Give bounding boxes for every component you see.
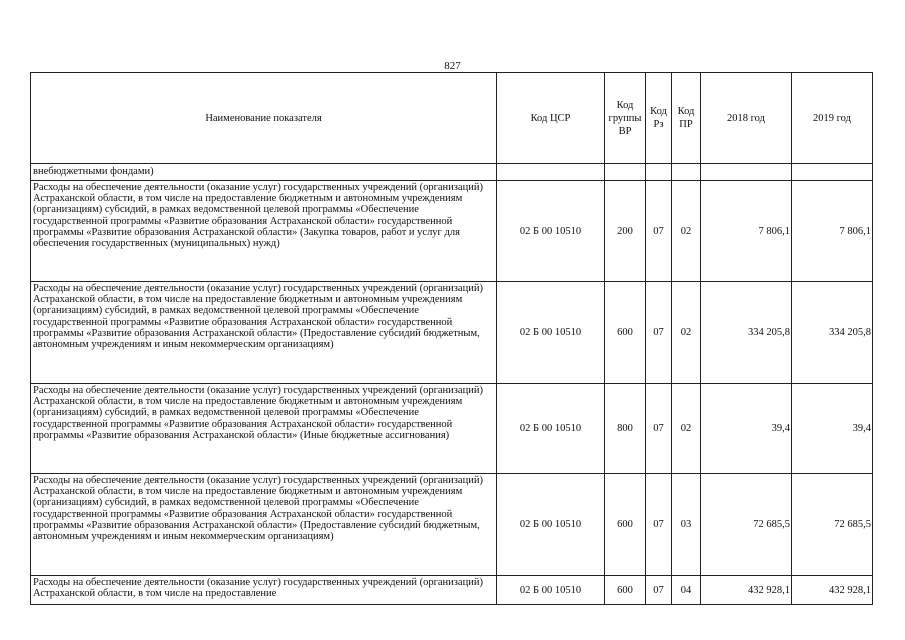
header-pr: Код ПР	[672, 73, 701, 164]
row-rz: 07	[646, 474, 672, 576]
table-row	[31, 474, 873, 576]
header-2018: 2018 год	[701, 73, 792, 164]
row-2019: 39,4	[792, 384, 873, 474]
header-vr: Код группы ВР	[605, 73, 646, 164]
row-vr: 600	[605, 282, 646, 384]
row-2018	[701, 164, 792, 181]
row-csr	[497, 164, 605, 181]
row-name: Расходы на обеспечение деятельности (оказание услуг) государственных учреждений (организаций) Астраханской области, в том числе на предоставление бюджетным и автономным учреждениям (организациям) субсидий, в рамках ведомственной целевой программы «Обеспечение государственной программы «Развитие образования Астраханской области» государственной программы «Развитие образования Астраханской области» (Закупка товаров, работ и услуг для обеспечения государственных (муниципальных) нужд)	[31, 181, 497, 282]
row-vr	[605, 164, 646, 181]
row-pr: 02	[672, 384, 701, 474]
page-number: 827	[444, 60, 461, 72]
row-2018: 432 928,1	[701, 576, 792, 605]
row-csr: 02 Б 00 10510	[497, 474, 605, 576]
header-csr: Код ЦСР	[497, 73, 605, 164]
header-rz: Код Рз	[646, 73, 672, 164]
row-2019: 72 685,5	[792, 474, 873, 576]
table-row	[31, 282, 873, 384]
row-pr: 02	[672, 181, 701, 282]
table-header-row	[31, 73, 873, 164]
row-name: Расходы на обеспечение деятельности (оказание услуг) государственных учреждений (организаций) Астраханской области, в том числе на предоставление бюджетным и автономным учреждениям (организациям) субсидий, в рамках ведомственной целевой программы «Обеспечение государственной программы «Развитие образования Астраханской области» государственной программы «Развитие образования Астраханской области» (Иные бюджетные ассигнования)	[31, 384, 497, 474]
header-name: Наименование показателя	[31, 73, 497, 164]
row-pr: 04	[672, 576, 701, 605]
table-row	[31, 576, 873, 605]
row-pr: 03	[672, 474, 701, 576]
table-row	[31, 181, 873, 282]
row-csr: 02 Б 00 10510	[497, 282, 605, 384]
row-csr: 02 Б 00 10510	[497, 576, 605, 605]
row-vr: 600	[605, 474, 646, 576]
row-name: Расходы на обеспечение деятельности (оказание услуг) государственных учреждений (организаций) Астраханской области, в том числе на предоставление бюджетным и автономным учреждениям (организациям) субсидий, в рамках ведомственной целевой программы «Обеспечение государственной программы «Развитие образования Астраханской области» государственной программы «Развитие образования Астраханской области» (Предоставление субсидий бюджетным, автономным учреждениям и иным некоммерческим организациям)	[31, 282, 497, 384]
row-rz	[646, 164, 672, 181]
row-2018: 7 806,1	[701, 181, 792, 282]
row-2019: 334 205,8	[792, 282, 873, 384]
row-2019	[792, 164, 873, 181]
row-vr: 600	[605, 576, 646, 605]
budget-table	[30, 72, 873, 605]
row-rz: 07	[646, 282, 672, 384]
row-name: Расходы на обеспечение деятельности (оказание услуг) государственных учреждений (организаций) Астраханской области, в том числе на предоставление	[31, 576, 497, 605]
row-rz: 07	[646, 576, 672, 605]
header-2019: 2019 год	[792, 73, 873, 164]
row-pr: 02	[672, 282, 701, 384]
row-rz: 07	[646, 384, 672, 474]
row-name: Расходы на обеспечение деятельности (оказание услуг) государственных учреждений (организаций) Астраханской области, в том числе на предоставление бюджетным и автономным учреждениям (организациям) субсидий, в рамках ведомственной целевой программы «Обеспечение государственной программы «Развитие образования Астраханской области» государственной программы «Развитие образования Астраханской области» (Предоставление субсидий бюджетным, автономным учреждениям и иным некоммерческим организациям)	[31, 474, 497, 576]
row-rz: 07	[646, 181, 672, 282]
row-csr: 02 Б 00 10510	[497, 384, 605, 474]
row-vr: 200	[605, 181, 646, 282]
table-row	[31, 384, 873, 474]
row-csr: 02 Б 00 10510	[497, 181, 605, 282]
row-2019: 7 806,1	[792, 181, 873, 282]
table-row	[31, 164, 873, 181]
row-2018: 334 205,8	[701, 282, 792, 384]
row-2018: 72 685,5	[701, 474, 792, 576]
row-pr	[672, 164, 701, 181]
row-2019: 432 928,1	[792, 576, 873, 605]
row-name: внебюджетными фондами)	[31, 164, 497, 181]
row-2018: 39,4	[701, 384, 792, 474]
row-vr: 800	[605, 384, 646, 474]
